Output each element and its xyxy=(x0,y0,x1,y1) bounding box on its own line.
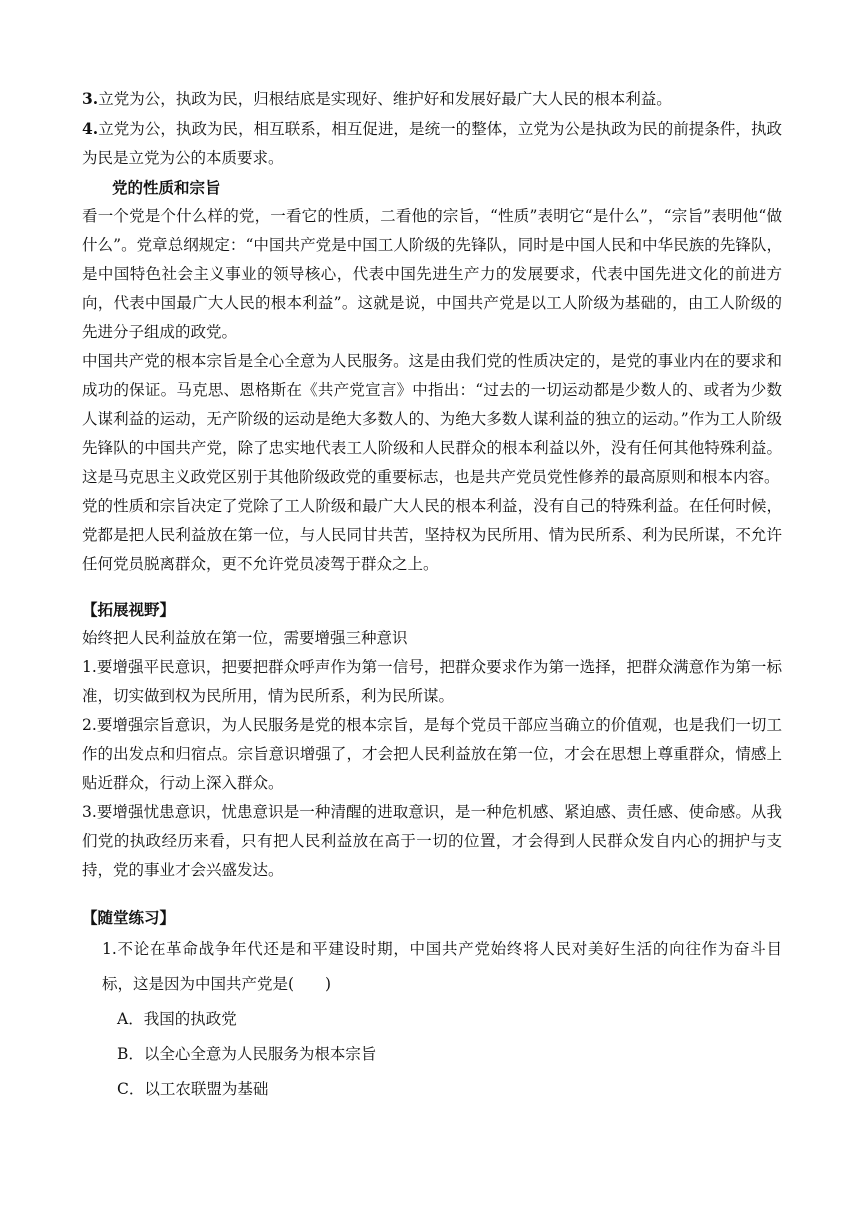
option-c: C．以工农联盟为基础 xyxy=(117,1080,269,1098)
point-4-number: 4. xyxy=(82,119,99,138)
point-3-text: 立党为公，执政为民，归根结底是实现好、维护好和发展好最广大人民的根本利益。 xyxy=(98,90,672,108)
spacer xyxy=(82,885,782,903)
section-paragraph-1: 看一个党是个什么样的党，一看它的性质，二看他的宗旨，“性质”表明它“是什么”，“宗旨”表明他“做什么”。党章总纲规定：“中国共产党是中国工人阶级的先锋队，同时是中国人民和中华民族的先锋队，是中国特色社会主义事业的领导核心，代表中国先进生产力的发展要求，代表中国先进文化的前进方向，代表中国最广大人民的根本利益”。这就是说，中国共产党是以工人阶级为基础的，由工人阶级的先进分子组成的政党。 xyxy=(82,207,782,341)
expand-item-3: 3.要增强忧患意识，忧患意识是一种清醒的进取意识，是一种危机感、紧迫感、责任感、使命感。从我们党的执政经历来看，只有把人民利益放在高于一切的位置，才会得到人民群众发自内心的拥护与支持，党的事业才会兴盛发达。 xyxy=(82,803,782,879)
expand-item-2: 2.要增强宗旨意识，为人民服务是党的根本宗旨，是每个党员干部应当确立的价值观，也是我们一切工作的出发点和归宿点。宗旨意识增强了，才会把人民利益放在第一位，才会在思想上尊重群众，情感上贴近群众，行动上深入群众。 xyxy=(82,716,782,792)
point-3-number: 3. xyxy=(82,89,99,108)
section-heading: 党的性质和宗旨 xyxy=(112,178,221,197)
point-3 xyxy=(82,84,782,114)
point-4 xyxy=(82,114,782,173)
expand-heading: 【拓展视野】 xyxy=(82,600,176,619)
section-paragraph-2: 中国共产党的根本宗旨是全心全意为人民服务。这是由我们党的性质决定的，是党的事业内在的要求和成功的保证。马克思、恩格斯在《共产党宣言》中指出：“过去的一切运动都是少数人的、或者为少数人谋利益的运动，无产阶级的运动是绝大多数人的、为绝大多数人谋利益的独立的运动。”作为工人阶级先锋队的中国共产党，除了忠实地代表工人阶级和人民群众的根本利益以外，没有任何其他特殊利益。这是马克思主义政党区别于其他阶级政党的重要标志，也是共产党员党性修养的最高原则和根本内容。 xyxy=(82,352,782,486)
expand-intro: 始终把人民利益放在第一位，需要增强三种意识 xyxy=(82,629,408,647)
expand-item-1: 1.要增强平民意识，把要把群众呼声作为第一信号，把群众要求作为第一选择，把群众满意作为第一标准，切实做到权为民所用，情为民所系，利为民所谋。 xyxy=(82,658,782,705)
practice-heading: 【随堂练习】 xyxy=(82,908,176,927)
point-4-text: 立党为公，执政为民，相互联系，相互促进，是统一的整体，立党为公是执政为民的前提条件，执政为民是立党为公的本质要求。 xyxy=(82,120,782,167)
option-a: A．我国的执政党 xyxy=(117,1010,237,1028)
practice-question-1: 1.不论在革命战争年代还是和平建设时期，中国共产党始终将人民对美好生活的向往作为奋斗目标，这是因为中国共产党是( ) xyxy=(102,940,782,993)
option-b: B．以全心全意为人民服务为根本宗旨 xyxy=(117,1045,377,1063)
spacer xyxy=(82,579,782,595)
section-paragraph-3: 党的性质和宗旨决定了党除了工人阶级和最广大人民的根本利益，没有自己的特殊利益。在任何时候，党都是把人民利益放在第一位，与人民同甘共苦，坚持权为民所用、情为民所系、利为民所谋，不允许任何党员脱离群众，更不允许党员凌驾于群众之上。 xyxy=(82,497,782,573)
document-page xyxy=(82,84,782,1107)
